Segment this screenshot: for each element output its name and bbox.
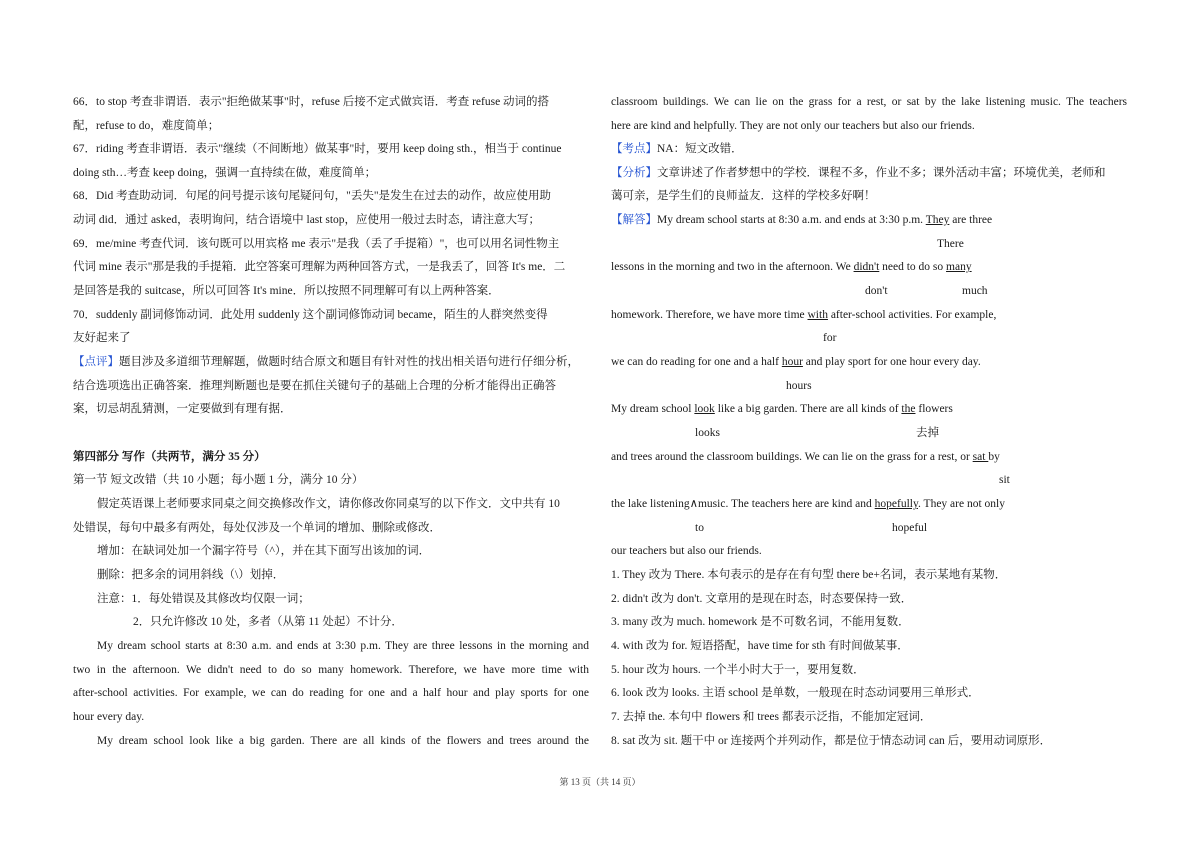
explanation-3: 3. many 改为 much. homework 是不可数名词，不能用复数．	[611, 616, 910, 628]
essay-line4: hour every day.	[73, 711, 145, 723]
explanation-8: 8. sat 改为 sit. 题干中 or 连接两个并列动作，都是位于情态动词 can 后，要用动词原形．	[611, 735, 1052, 747]
subsection-heading: 第一节 短文改错（共 10 小题；每小题 1 分，满分 10 分）	[73, 474, 364, 486]
analysis-tag: 【分析】	[611, 167, 657, 179]
note-2: 2．只允许修改 10 处，多者（从第 11 处起）不计分．	[133, 616, 403, 628]
solution-line2: lessons in the morning and two in the afternoon. We didn't need to do so many	[611, 261, 972, 273]
comment-tag: 【点评】	[73, 356, 119, 368]
essay-continued-line2: here are kind and helpfully. They are not only our teachers but also our friends.	[611, 120, 975, 132]
kaodian-line: 【考点】NA：短文改错．	[611, 143, 743, 155]
comment-line3: 案，切忌胡乱猜测，一定要做到有理有据．	[73, 403, 292, 415]
correction-5: hours	[786, 380, 812, 392]
error-5: hour	[781, 356, 803, 368]
correction-3: much	[962, 285, 988, 297]
analysis-line1: 【分析】文章讲述了作者梦想中的学校．课程不多，作业不多；课外活动丰富；环境优美，老师和	[611, 167, 1106, 179]
answer-67-line2: doing sth…考查 keep doing，强调一直持续在做，难度简单；	[73, 167, 377, 179]
explanation-6: 6. look 改为 looks. 主语 school 是单数，一般现在时态动词要用三单形式．	[611, 687, 980, 699]
explanation-4: 4. with 改为 for. 短语搭配，have time for sth 有时间做某事．	[611, 640, 909, 652]
correction-7: 去掉	[916, 427, 939, 439]
essay-continued-line1: classroom buildings. We can lie on the grass for a rest, or sat by the lake listening music. The teachers	[611, 96, 1127, 108]
solution-line8: our teachers but also our friends.	[611, 545, 762, 557]
instruction-line2: 处错误，每句中最多有两处，每处仅涉及一个单词的增加、删除或修改．	[73, 522, 441, 534]
essay-line1: My dream school starts at 8:30 a.m. and ends at 3:30 p.m. They are three lessons in the morning and	[97, 640, 589, 652]
correction-8: sit	[999, 474, 1010, 486]
explanation-5: 5. hour 改为 hours. 一个半小时大于一，要用复数．	[611, 664, 865, 676]
answer-68-line2: 动词 did．通过 asked，表明询问，结合语境中 last stop，应使用一般过去时态，请注意大写；	[73, 214, 541, 226]
instruction-add: 增加：在缺词处加一个漏字符号（^），并在其下面写出该加的词．	[97, 545, 431, 557]
answer-66-line1: 66．to stop 考查非谓语．表示"拒绝做某事"时，refuse 后接不定式做宾语．考查 refuse 动词的搭	[73, 96, 550, 108]
analysis-line2: 蔼可亲，是学生们的良师益友．这样的学校多好啊！	[611, 190, 876, 202]
correction-1: There	[937, 238, 964, 250]
error-8: sat	[972, 451, 989, 463]
essay-line3: after-school activities. For example, we can do reading for one and a half hour and play sports for one	[73, 687, 589, 699]
explanation-2: 2. didn't 改为 don't. 文章用的是现在时态，时态要保持一致．	[611, 593, 913, 605]
error-10: hopefully	[874, 498, 918, 510]
kaodian-tag: 【考点】	[611, 143, 657, 155]
correction-4: for	[823, 332, 837, 344]
correction-6: looks	[695, 427, 720, 439]
answer-66-line2: 配，refuse to do，难度简单；	[73, 120, 220, 132]
explanation-7: 7. 去掉 the. 本句中 flowers 和 trees 都表示泛指，不能加定冠词．	[611, 711, 932, 723]
error-4: with	[807, 309, 828, 321]
solution-tag: 【解答】	[611, 214, 657, 226]
error-7: the	[901, 403, 916, 415]
answer-70-line1: 70．suddenly 副词修饰动词．此处用 suddenly 这个副词修饰动词 became，陌生的人群突然变得	[73, 309, 548, 321]
error-1: They	[925, 214, 950, 226]
solution-line1: 【解答】My dream school starts at 8:30 a.m. and ends at 3:30 p.m. They are three	[611, 214, 993, 226]
essay-line5: My dream school look like a big garden. There are all kinds of the flowers and trees around the	[97, 735, 589, 747]
comment-line1: 【点评】题目涉及多道细节理解题，做题时结合原文和题目有针对性的找出相关语句进行仔细分析，	[73, 356, 579, 368]
answer-69-line2: 代词 mine 表示"那是我的手提箱．此空答案可理解为两种回答方式，一是我丢了，回答 It's me．二	[73, 261, 566, 273]
error-2: didn't	[853, 261, 880, 273]
answer-67-line1: 67．riding 考查非谓语．表示"继续（不间断地）做某事"时，要用 keep doing sth.，相当于 continue	[73, 143, 562, 155]
comment-line2: 结合选项选出正确答案．推理判断题也是要在抓住关键句子的基础上合理的分析才能得出正确答	[73, 380, 556, 392]
note-1: 注意：1．每处错误及其修改均仅限一词；	[97, 593, 310, 605]
error-3: many	[946, 261, 972, 273]
correction-9: to	[695, 522, 704, 534]
correction-10: hopeful	[892, 522, 928, 534]
answer-68-line1: 68．Did 考查助动词．句尾的问号提示该句尾疑问句，"丢失"是发生在过去的动作，故应使用助	[73, 190, 552, 202]
answer-69-line1: 69．me/mine 考查代词．该句既可以用宾格 me 表示"是我（丢了手提箱）"，也可以用名词性物主	[73, 238, 560, 250]
solution-line7: the lake listening∧music. The teachers here are kind and hopefully. They are not only	[611, 498, 1005, 510]
error-6: look	[694, 403, 715, 415]
essay-line2: two in the afternoon. We didn't need to do so many homework. Therefore, we have more time with	[73, 664, 589, 676]
instruction-line1: 假定英语课上老师要求同桌之间交换修改作文，请你修改你同桌写的以下作文．文中共有 10	[97, 498, 560, 510]
answer-69-line3: 是回答是我的 suitcase，所以可回答 It's mine．所以按照不同理解可有以上两种答案．	[73, 285, 500, 297]
correction-2: don't	[865, 285, 888, 297]
instruction-delete: 删除：把多余的词用斜线（\）划掉．	[97, 569, 285, 581]
solution-line5: My dream school look like a big garden. There are all kinds of the flowers	[611, 403, 953, 415]
explanation-1: 1. They 改为 There. 本句表示的是存在有句型 there be+名词，表示某地有某物．	[611, 569, 1007, 581]
page-number: 第 13 页（共 14 页）	[559, 777, 641, 787]
solution-line4: we can do reading for one and a half hour and play sport for one hour every day.	[611, 356, 981, 368]
answer-70-line2: 友好起来了	[73, 332, 131, 344]
section-heading: 第四部分 写作（共两节，满分 35 分）	[73, 451, 266, 463]
solution-line6: and trees around the classroom buildings. We can lie on the grass for a rest, or sat by	[611, 451, 1000, 463]
solution-line3: homework. Therefore, we have more time with after-school activities. For example,	[611, 309, 997, 321]
